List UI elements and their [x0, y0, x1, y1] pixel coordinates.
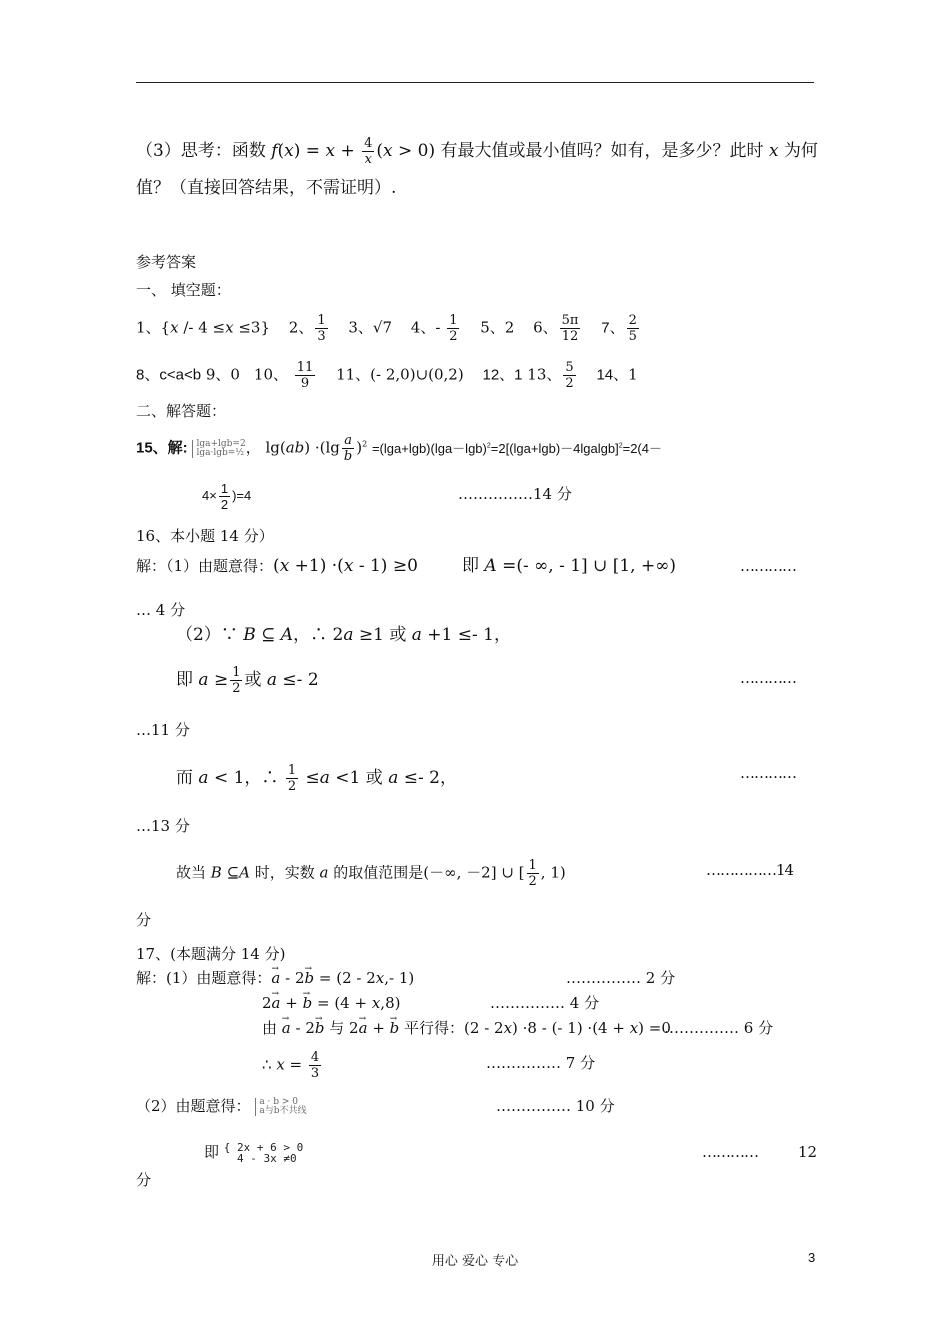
p17-sys-line2: a与b不共线: [259, 1106, 307, 1116]
p16-step3-score: …11 分: [136, 721, 190, 739]
p16-step5: 故当 B ⊆A 时，实数 a 的取值范围是(－∞, －2] ∪ [ $\frac{1}{2}$ , 1): [176, 858, 566, 889]
p16-step4-score: …13 分: [136, 817, 190, 835]
p16-step2: （2）∵ B ⊆ A，∴ 2a ≥1 或 a +1 ≤- 1，: [176, 625, 511, 645]
page-footer: 用心 爱心 专心: [431, 1254, 519, 1269]
p17-step6-system: { 2x + 6 > 0 4 - 3x ≠0: [223, 1141, 304, 1165]
p17-step6-end: 分: [136, 1171, 152, 1189]
header-rule: [136, 82, 814, 83]
p17-step6: [204, 1142, 303, 1164]
p17-sys-line1: a · b > 0: [259, 1097, 299, 1107]
p17-step5: [136, 1096, 306, 1116]
q3-line2: 值？（直接回答结果，不需证明）.: [136, 178, 397, 198]
p17-step1: 解：(1）由题意得：→ a - 2→ b = (2 - 2x,- 1): [136, 968, 414, 988]
p15-line1: 15、解: lga+lgb=2 lga·lgb=½ ， lg(ab) ·(lg $\frac{a}{b}$ )$^2 =(\lg a+\lg b)(\lg a-\lg b)^2=2[(\lg a+\lg b)-4lgalgb]^2=2(4-$: [136, 433, 662, 464]
section-fill-title: 一、 填空题：: [136, 281, 231, 299]
q3-line1: （3）思考：函数 f(x) = x + $\frac{4}{x}$ (x > 0) 有最大值或最小值吗？如有，是多少？此时 x 为何: [136, 136, 818, 167]
p17-sys2-line1: 2x + 6 > 0: [237, 1141, 304, 1154]
p17-step4: ∴ x = $\frac{4}{3}$: [262, 1050, 320, 1081]
fill-row-2: 8、c<a<b 9、0 10、 $\frac{11}{9}$ 11、(- 2,0)∪(0,2) 12、1 13、 $\frac{5}{2}$ 14、1: [136, 360, 638, 391]
p17-step3: 由 → a - 2→ b 与 2→ a + → b 平行得：(2 - 2x) ·8 - (- 1) ·(4 + x) =0: [262, 1018, 671, 1038]
p15-line2: 4× $\frac{1}{2}$ )=4: [202, 481, 252, 512]
p17-step4-score: …………… 7 分: [486, 1054, 596, 1072]
p17-step5-system: [255, 1098, 306, 1116]
p16-step1-result: 即 A =(- ∞, - 1] ∪ [1, +∞): [462, 556, 677, 576]
p16-step1: 解：（1）由题意得：(x +1) ·(x - 1) ≥0: [136, 556, 418, 576]
answers-title: 参考答案: [136, 253, 197, 271]
p16-step4-dots: …………: [740, 764, 796, 782]
p17-step5-label: （2）由题意得：: [136, 1097, 251, 1115]
p16-step3-dots: …………: [740, 669, 796, 687]
p17-step6-label: 即: [204, 1143, 220, 1161]
p16-step5-score: 分: [136, 911, 152, 929]
p16-step3: 即 a ≥ $\frac{1}{2}$ 或 a ≤- 2: [176, 665, 319, 696]
p17-step1-score: …………… 2 分: [566, 969, 676, 987]
p17-step6-dots: …………: [702, 1143, 758, 1161]
p16-step1-dots: …………: [740, 557, 796, 575]
p17-step2: 2→ a + → b = (4 + x,8): [262, 993, 400, 1013]
p16-step4: 而 a < 1，∴ $\frac{1}{2}$ ≤a <1 或 a ≤- 2，: [176, 763, 457, 794]
fill-row-1: 1、{x /- 4 ≤x ≤3} 2、 $\frac{1}{3}$ 3、√7 4、- $\frac{1}{2}$ 5、2 6、 $\frac{5\pi}{12}$ 7、 $\frac{2}{5}$: [136, 313, 637, 344]
p16-step1-score: … 4 分: [136, 601, 186, 619]
p17-step6-score: 12: [798, 1143, 818, 1161]
p16-header: 16、本小题 14 分）: [136, 527, 274, 545]
p17-step2-score: …………… 4 分: [490, 994, 600, 1012]
p17-step5-score: …………… 10 分: [496, 1097, 615, 1115]
p17-sys2-line2: 4 - 3x ≠0: [237, 1152, 297, 1165]
section-solve-title: 二、解答题：: [136, 402, 227, 420]
page-number: 3: [808, 1250, 816, 1265]
p15-system: lga+lgb=2 lga·lgb=½: [192, 440, 245, 458]
p17-step3-score: …………… 6 分: [664, 1019, 774, 1037]
p17-header: 17、(本题满分 14 分): [136, 945, 286, 963]
p15-score: ……………14 分: [458, 485, 572, 503]
p16-step5-dots: ……………14: [706, 861, 794, 879]
